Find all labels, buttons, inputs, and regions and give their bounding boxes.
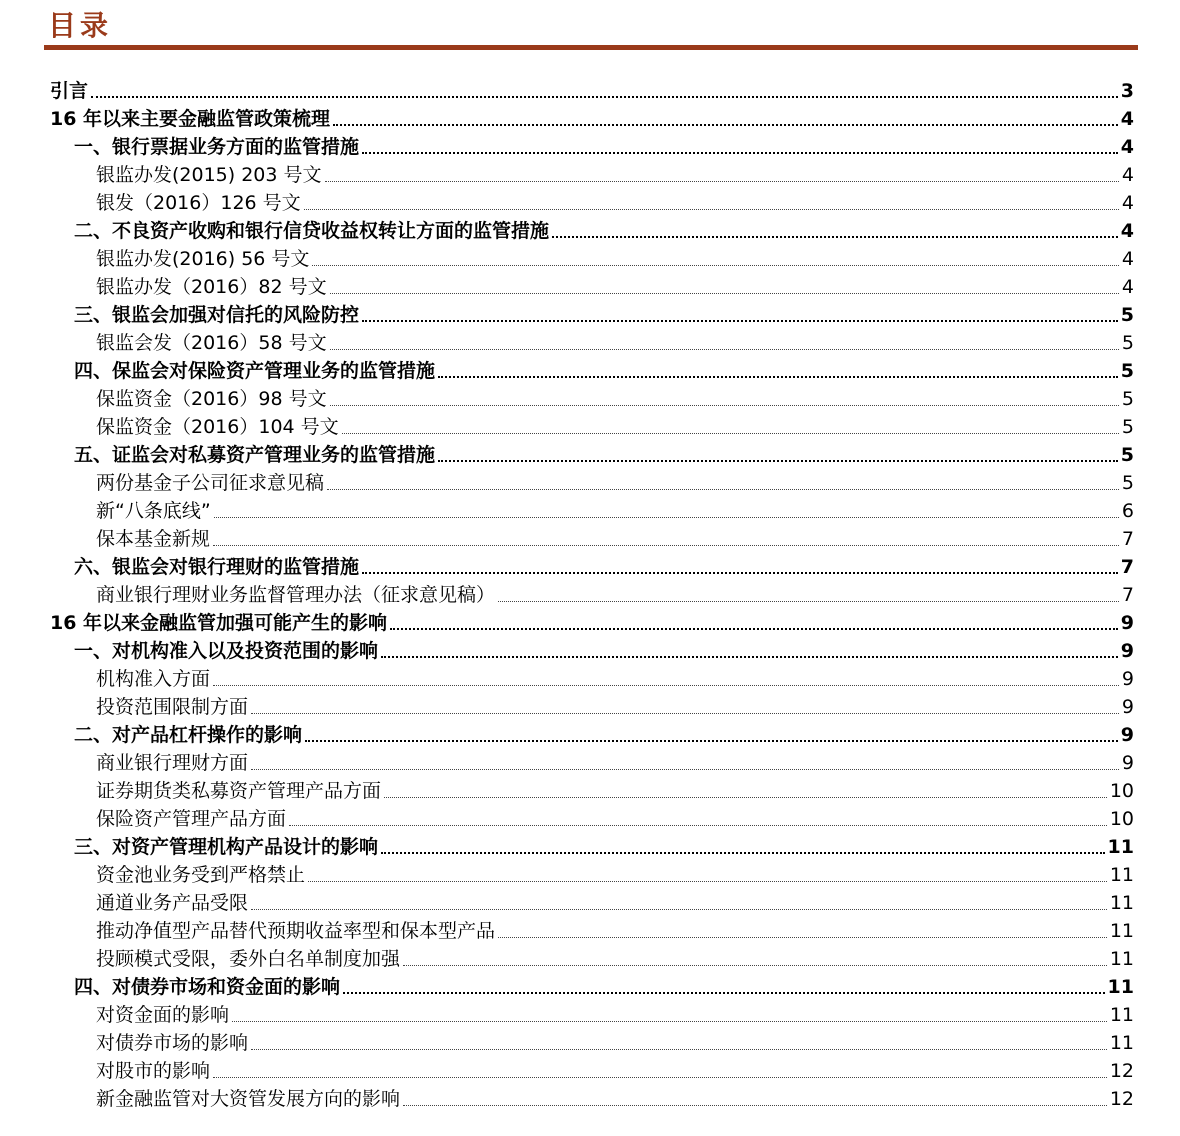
toc-entry-label: 对股市的影响 — [96, 1060, 211, 1082]
toc-entry-label: 银监办发(2016) 56 号文 — [96, 248, 310, 270]
toc-entry-label: 商业银行理财方面 — [96, 752, 249, 774]
dot-leader — [289, 825, 1107, 826]
toc-entry-label: 银发（2016）126 号文 — [96, 192, 301, 214]
toc-entry[interactable] — [50, 805, 1134, 833]
toc-entry-label: 保监资金（2016）104 号文 — [96, 416, 339, 438]
dot-leader — [343, 992, 1105, 994]
toc-entry[interactable] — [50, 861, 1134, 889]
toc-entry-page-number: 5 — [1120, 304, 1134, 326]
toc-entry-page-number: 7 — [1120, 556, 1134, 578]
toc-entry[interactable] — [50, 497, 1134, 525]
toc-entry[interactable] — [50, 273, 1134, 301]
toc-entry[interactable] — [50, 469, 1134, 497]
title-divider — [44, 45, 1138, 50]
toc-entry[interactable] — [50, 245, 1134, 273]
toc-entry-label: 投资范围限制方面 — [96, 696, 249, 718]
toc-entry[interactable] — [50, 525, 1134, 553]
toc-entry-label: 银监办发(2015) 203 号文 — [96, 164, 322, 186]
toc-entry-label: 新金融监管对大资管发展方向的影响 — [96, 1088, 401, 1110]
toc-entry[interactable] — [50, 917, 1134, 945]
toc-entry[interactable] — [50, 105, 1134, 133]
dot-leader — [333, 124, 1118, 126]
toc-entry-page-number: 11 — [1109, 1032, 1134, 1054]
toc-entry-label: 五、证监会对私募资产管理业务的监管措施 — [74, 444, 436, 466]
dot-leader — [438, 376, 1118, 378]
toc-entry-page-number: 6 — [1121, 500, 1134, 522]
toc-entry[interactable] — [50, 973, 1134, 1001]
dot-leader — [362, 572, 1118, 574]
dot-leader — [325, 181, 1119, 182]
dot-leader — [342, 433, 1119, 434]
toc-entry-page-number: 5 — [1121, 416, 1134, 438]
toc-entry-page-number: 11 — [1109, 1004, 1134, 1026]
toc-entry[interactable] — [50, 385, 1134, 413]
dot-leader — [251, 909, 1107, 910]
toc-entry-page-number: 10 — [1109, 780, 1134, 802]
dot-leader — [330, 293, 1119, 294]
toc-entry-page-number: 11 — [1109, 892, 1134, 914]
toc-entry-label: 三、银监会加强对信托的风险防控 — [74, 304, 360, 326]
toc-entry-page-number: 4 — [1121, 248, 1134, 270]
toc-entry[interactable] — [50, 581, 1134, 609]
toc-entry-page-number: 4 — [1120, 108, 1134, 130]
toc-entry[interactable] — [50, 189, 1134, 217]
dot-leader — [403, 1105, 1107, 1106]
toc-entry[interactable] — [50, 833, 1134, 861]
toc-entry-page-number: 9 — [1120, 640, 1134, 662]
dot-leader — [330, 349, 1119, 350]
toc-entry-label: 二、对产品杠杆操作的影响 — [74, 724, 303, 746]
toc-entry-page-number: 9 — [1121, 696, 1134, 718]
dot-leader — [384, 797, 1107, 798]
dot-leader — [305, 740, 1118, 742]
toc-entry-page-number: 9 — [1120, 724, 1134, 746]
dot-leader — [251, 769, 1119, 770]
toc-entry-page-number: 5 — [1120, 360, 1134, 382]
toc-entry[interactable] — [50, 357, 1134, 385]
toc-entry-label: 对资金面的影响 — [96, 1004, 230, 1026]
toc-entry-label: 资金池业务受到严格禁止 — [96, 864, 306, 886]
toc-entry[interactable] — [50, 133, 1134, 161]
dot-leader — [498, 937, 1107, 938]
dot-leader — [91, 96, 1118, 98]
toc-entry-page-number: 12 — [1109, 1088, 1134, 1110]
toc-entry-label: 16 年以来金融监管加强可能产生的影响 — [50, 612, 388, 634]
dot-leader — [381, 852, 1105, 854]
toc-entry[interactable] — [50, 77, 1134, 105]
toc-entry[interactable] — [50, 1057, 1134, 1085]
table-of-contents — [50, 77, 1134, 1113]
dot-leader — [251, 1049, 1107, 1050]
toc-entry-label: 银监办发（2016）82 号文 — [96, 276, 327, 298]
toc-entry-page-number: 11 — [1109, 864, 1134, 886]
toc-entry-page-number: 5 — [1120, 444, 1134, 466]
toc-entry-page-number: 5 — [1121, 472, 1134, 494]
toc-entry-page-number: 5 — [1121, 332, 1134, 354]
toc-entry-page-number: 9 — [1121, 668, 1134, 690]
toc-entry-page-number: 11 — [1107, 836, 1134, 858]
dot-leader — [438, 460, 1118, 462]
dot-leader — [330, 405, 1119, 406]
dot-leader — [213, 685, 1119, 686]
toc-entry-label: 一、对机构准入以及投资范围的影响 — [74, 640, 379, 662]
toc-entry-label: 投顾模式受限，委外白名单制度加强 — [96, 948, 401, 970]
toc-entry[interactable] — [50, 665, 1134, 693]
toc-entry[interactable] — [50, 329, 1134, 357]
dot-leader — [213, 545, 1119, 546]
dot-leader — [362, 152, 1118, 154]
dot-leader — [304, 209, 1119, 210]
toc-entry-label: 四、保监会对保险资产管理业务的监管措施 — [74, 360, 436, 382]
toc-entry-label: 三、对资产管理机构产品设计的影响 — [74, 836, 379, 858]
toc-entry-page-number: 11 — [1109, 920, 1134, 942]
toc-entry-page-number: 7 — [1121, 528, 1134, 550]
toc-entry-label: 保本基金新规 — [96, 528, 211, 550]
toc-entry[interactable] — [50, 693, 1134, 721]
dot-leader — [213, 1077, 1107, 1078]
toc-entry-label: 四、对债券市场和资金面的影响 — [74, 976, 341, 998]
dot-leader — [312, 265, 1118, 266]
toc-entry-page-number: 12 — [1109, 1060, 1134, 1082]
toc-entry[interactable] — [50, 889, 1134, 917]
toc-entry-page-number: 4 — [1121, 276, 1134, 298]
toc-entry-label: 一、银行票据业务方面的监管措施 — [74, 136, 360, 158]
toc-entry[interactable] — [50, 749, 1134, 777]
toc-entry-page-number: 11 — [1109, 948, 1134, 970]
toc-entry[interactable] — [50, 553, 1134, 581]
toc-entry-label: 证券期货类私募资产管理产品方面 — [96, 780, 382, 802]
toc-entry-label: 通道业务产品受限 — [96, 892, 249, 914]
toc-entry[interactable] — [50, 609, 1134, 637]
toc-entry[interactable] — [50, 721, 1134, 749]
dot-leader — [552, 236, 1118, 238]
dot-leader — [214, 517, 1119, 518]
toc-entry-page-number: 4 — [1120, 136, 1134, 158]
toc-entry-page-number: 9 — [1120, 612, 1134, 634]
toc-entry-page-number: 7 — [1121, 584, 1134, 606]
toc-entry-label: 商业银行理财业务监督管理办法（征求意见稿） — [96, 584, 496, 606]
toc-entry[interactable] — [50, 413, 1134, 441]
toc-entry-label: 机构准入方面 — [96, 668, 211, 690]
toc-entry-label: 保监资金（2016）98 号文 — [96, 388, 327, 410]
toc-entry[interactable] — [50, 301, 1134, 329]
toc-entry-label: 对债券市场的影响 — [96, 1032, 249, 1054]
toc-entry[interactable] — [50, 1085, 1134, 1113]
dot-leader — [381, 656, 1118, 658]
dot-leader — [390, 628, 1118, 630]
toc-entry-page-number: 11 — [1107, 976, 1134, 998]
toc-entry-label: 新“八条底线” — [96, 500, 211, 522]
toc-entry-label: 推动净值型产品替代预期收益率型和保本型产品 — [96, 920, 496, 942]
dot-leader — [362, 320, 1118, 322]
dot-leader — [327, 489, 1119, 490]
toc-entry[interactable] — [50, 161, 1134, 189]
dot-leader — [232, 1021, 1107, 1022]
toc-entry[interactable] — [50, 945, 1134, 973]
toc-entry[interactable] — [50, 217, 1134, 245]
toc-entry-page-number: 9 — [1121, 752, 1134, 774]
dot-leader — [251, 713, 1119, 714]
toc-entry[interactable] — [50, 777, 1134, 805]
toc-entry-page-number: 10 — [1109, 808, 1134, 830]
dot-leader — [403, 965, 1107, 966]
dot-leader — [308, 881, 1107, 882]
dot-leader — [498, 601, 1119, 602]
toc-entry[interactable] — [50, 441, 1134, 469]
page-title: 目录 — [48, 9, 113, 42]
toc-entry[interactable] — [50, 1029, 1134, 1057]
toc-entry-page-number: 5 — [1121, 388, 1134, 410]
toc-entry-label: 保险资产管理产品方面 — [96, 808, 287, 830]
toc-entry[interactable] — [50, 1001, 1134, 1029]
toc-entry-label: 六、银监会对银行理财的监管措施 — [74, 556, 360, 578]
toc-entry-label: 两份基金子公司征求意见稿 — [96, 472, 325, 494]
toc-entry-label: 16 年以来主要金融监管政策梳理 — [50, 108, 331, 130]
toc-entry-label: 引言 — [50, 80, 89, 102]
toc-entry-page-number: 4 — [1120, 220, 1134, 242]
toc-entry-page-number: 4 — [1121, 164, 1134, 186]
toc-entry[interactable] — [50, 637, 1134, 665]
toc-entry-page-number: 4 — [1121, 192, 1134, 214]
toc-entry-page-number: 3 — [1120, 80, 1134, 102]
toc-entry-label: 二、不良资产收购和银行信贷收益权转让方面的监管措施 — [74, 220, 550, 242]
toc-entry-label: 银监会发（2016）58 号文 — [96, 332, 327, 354]
